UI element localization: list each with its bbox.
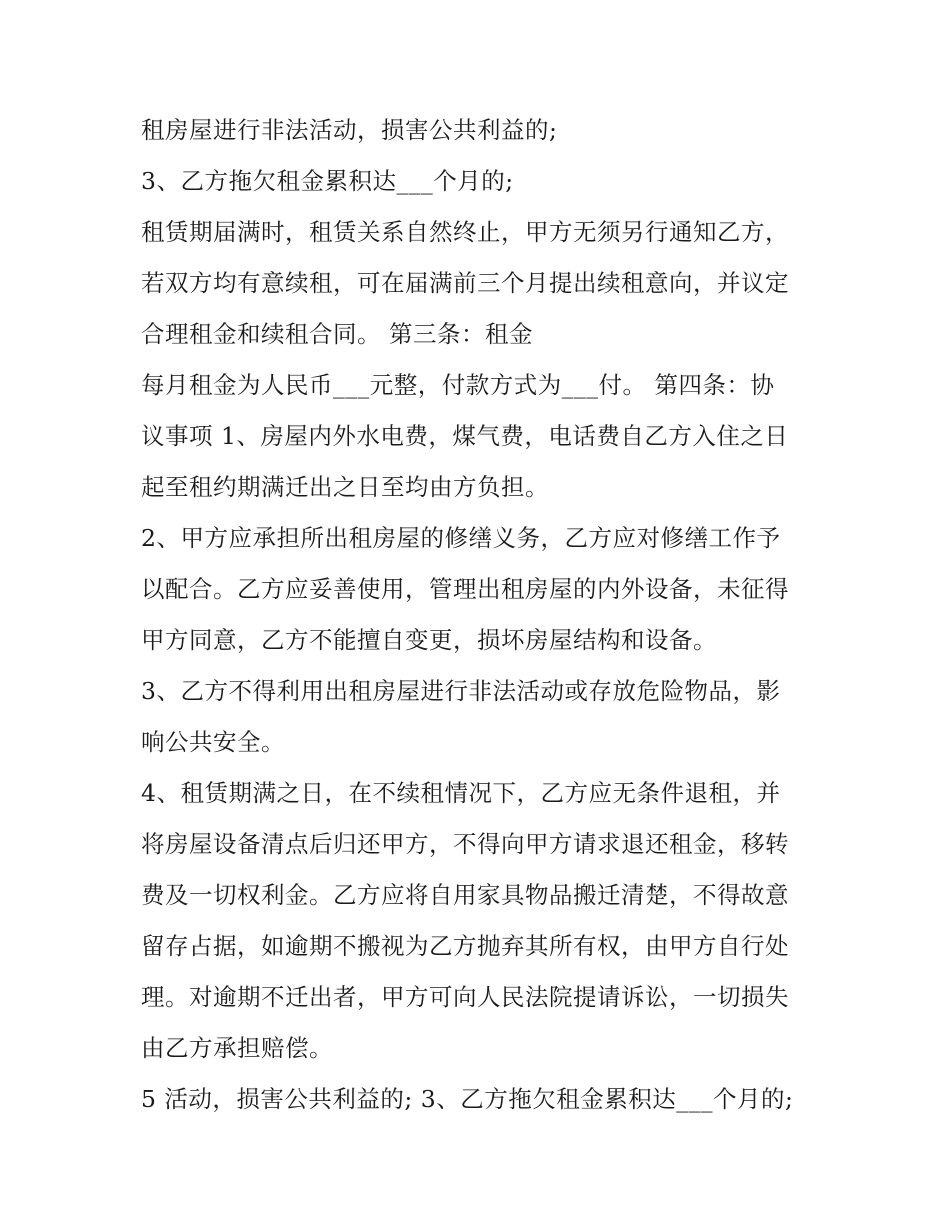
text-line: 租赁期届满时，租赁关系自然终止，甲方无须另行通知乙方，	[141, 218, 789, 246]
text-line: 甲方同意，乙方不能擅自变更，损坏房屋结构和设备。	[141, 626, 717, 654]
text-line: 2、甲方应承担所出租房屋的修缮义务，乙方应对修缮工作予	[141, 524, 781, 552]
text-line: 议事项 1、房屋内外水电费，煤气费，电话费自乙方入住之日	[141, 422, 789, 450]
text-line: 由乙方承担赔偿。	[141, 1034, 333, 1062]
text-line: 4、租赁期满之日，在不续租情况下，乙方应无条件退租，并	[141, 779, 781, 807]
text-line: 响公共安全。	[141, 728, 285, 756]
text-line: 起至租约期满迁出之日至均由方负担。	[141, 473, 549, 501]
text-line: 将房屋设备清点后归还甲方，不得向甲方请求退还租金，移转	[141, 830, 789, 858]
text-line: 费及一切权利金。乙方应将自用家具物品搬迁清楚，不得故意	[141, 881, 789, 909]
text-line: 租房屋进行非法活动，损害公共利益的;	[141, 116, 558, 144]
text-line: 3、乙方拖欠租金累积达___个月的;	[141, 167, 514, 195]
text-line: 合理租金和续租合同。 第三条：租金	[141, 320, 533, 348]
text-line: 3、乙方不得利用出租房屋进行非法活动或存放危险物品，影	[141, 677, 781, 705]
text-line: 若双方均有意续租，可在届满前三个月提出续租意向，并议定	[141, 269, 789, 297]
text-line: 以配合。乙方应妥善使用，管理出租房屋的内外设备，未征得	[141, 575, 789, 603]
text-line: 5 活动，损害公共利益的; 3、乙方拖欠租金累积达___个月的;	[141, 1085, 794, 1113]
text-line: 每月租金为人民币___元整，付款方式为___付。 第四条：协	[141, 371, 775, 399]
text-line: 留存占据，如逾期不搬视为乙方抛弃其所有权，由甲方自行处	[141, 932, 789, 960]
text-line: 理。对逾期不迁出者，甲方可向人民法院提请诉讼，一切损失	[141, 983, 789, 1011]
